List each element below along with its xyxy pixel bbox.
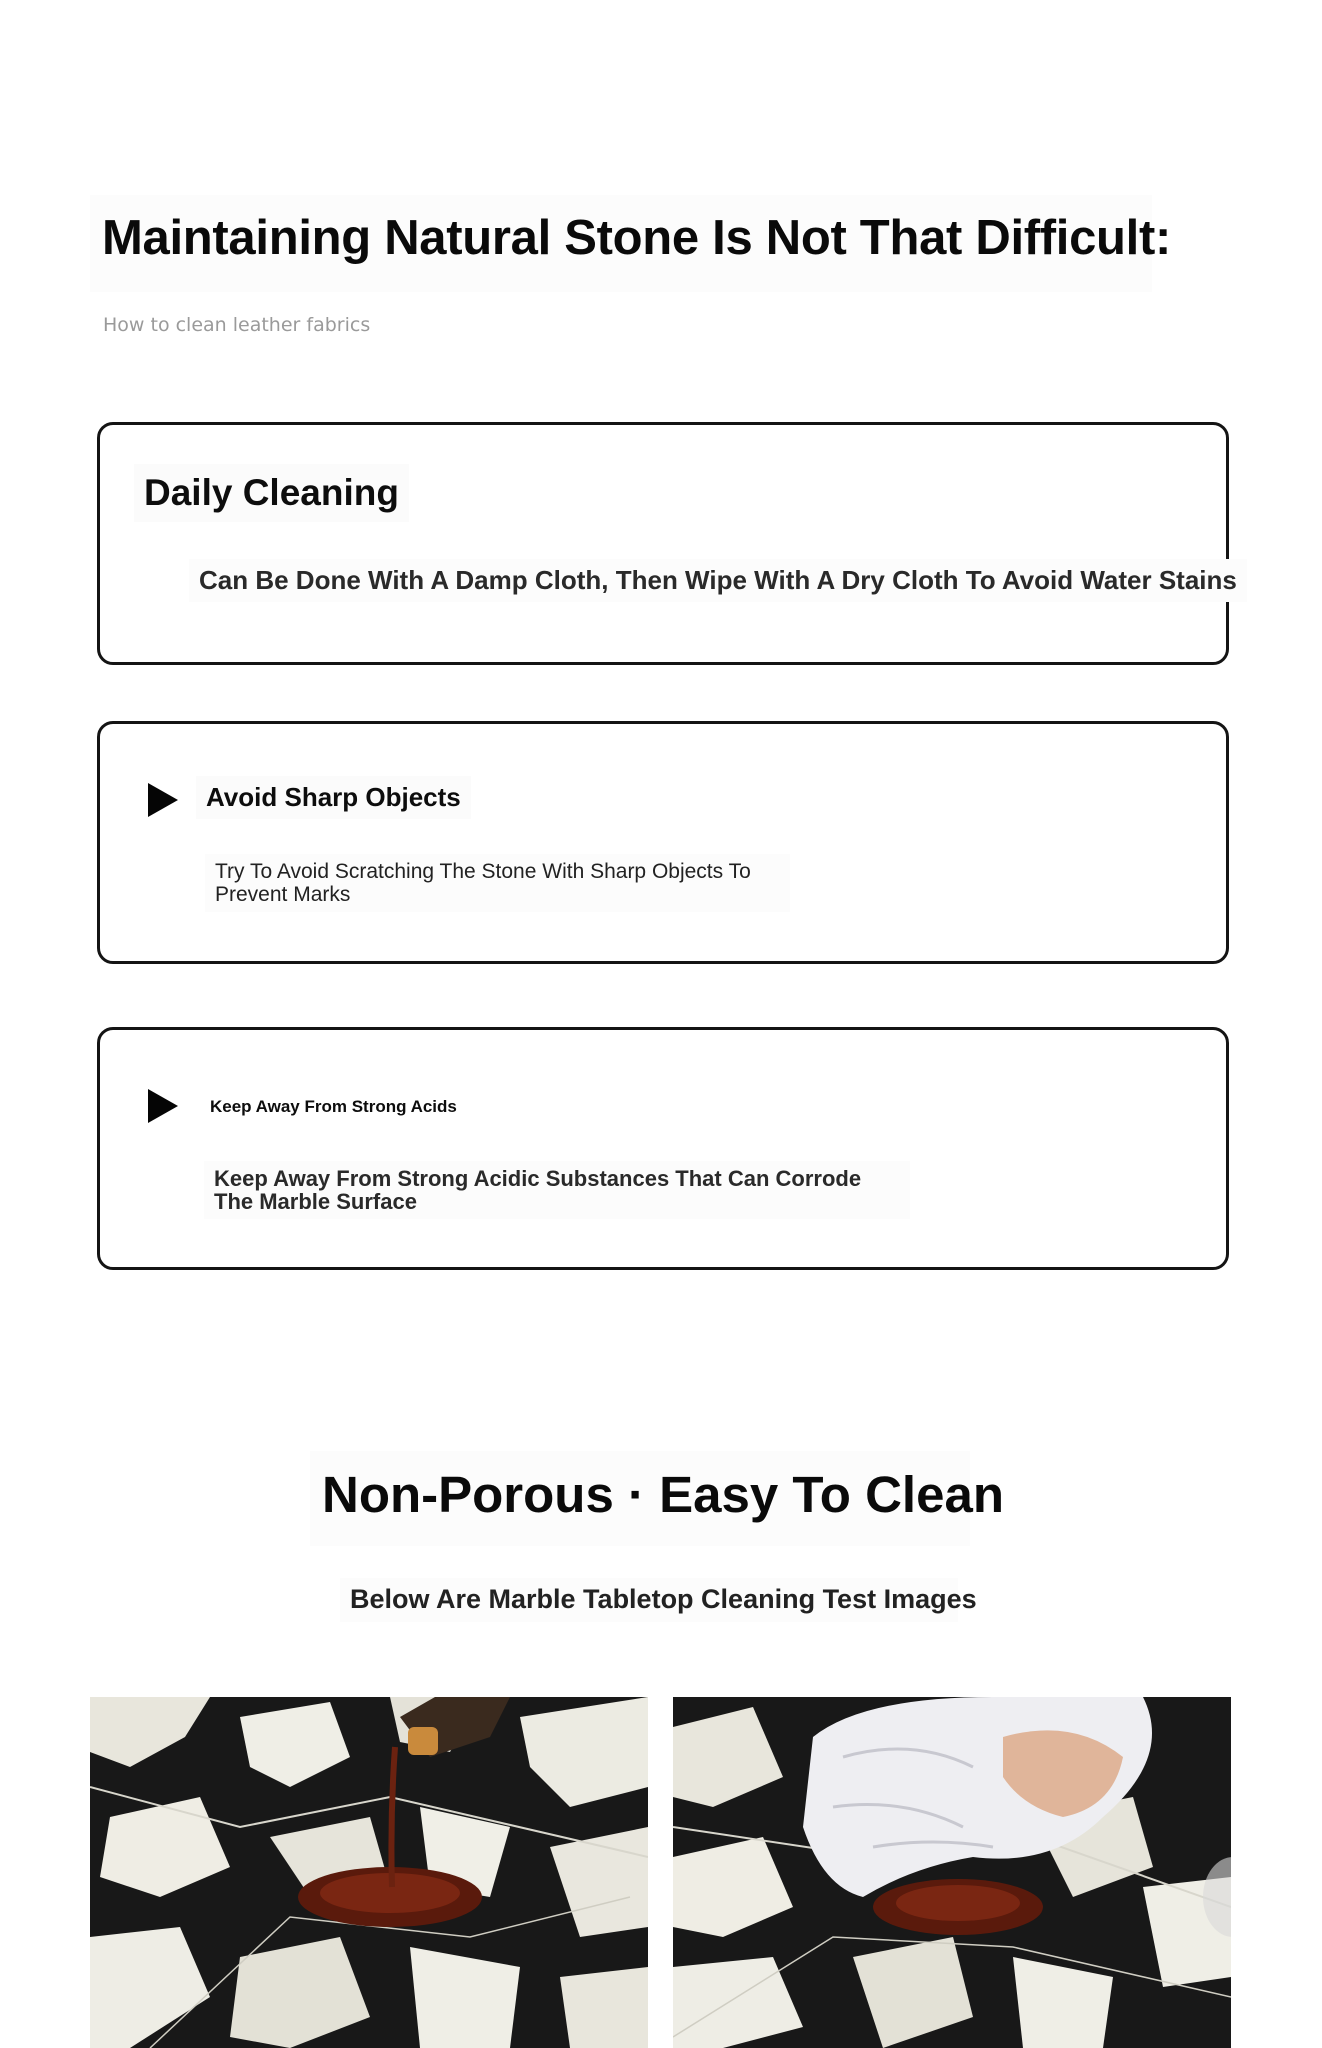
marble-stain-wipe-photo (673, 1697, 1231, 2048)
tip-title: Keep Away From Strong Acids (210, 1097, 457, 1116)
tip-card-avoid-sharp-objects (97, 721, 1229, 964)
marble-stain-pour-photo (90, 1697, 648, 2048)
tip-title: Daily Cleaning (134, 464, 409, 522)
tip-card-keep-away-from-acids (97, 1027, 1229, 1270)
page-title: Maintaining Natural Stone Is Not That Difficult: (90, 195, 1152, 292)
tip-description: Can Be Done With A Damp Cloth, Then Wipe With A Dry Cloth To Avoid Water Stains (189, 559, 1247, 602)
tip-description: Try To Avoid Scratching The Stone With Sharp Objects To Prevent Marks (205, 854, 790, 912)
tip-card-daily-cleaning (97, 422, 1237, 665)
play-triangle-icon (148, 783, 178, 817)
page-subtitle: How to clean leather fabrics (103, 314, 371, 336)
play-triangle-icon (148, 1089, 178, 1123)
tip-title: Avoid Sharp Objects (196, 776, 471, 819)
section-subtitle: Below Are Marble Tabletop Cleaning Test Images (340, 1578, 958, 1622)
tip-description: Keep Away From Strong Acidic Substances That Can Corrode The Marble Surface (204, 1161, 910, 1219)
section-title: Non-Porous · Easy To Clean (310, 1451, 970, 1546)
